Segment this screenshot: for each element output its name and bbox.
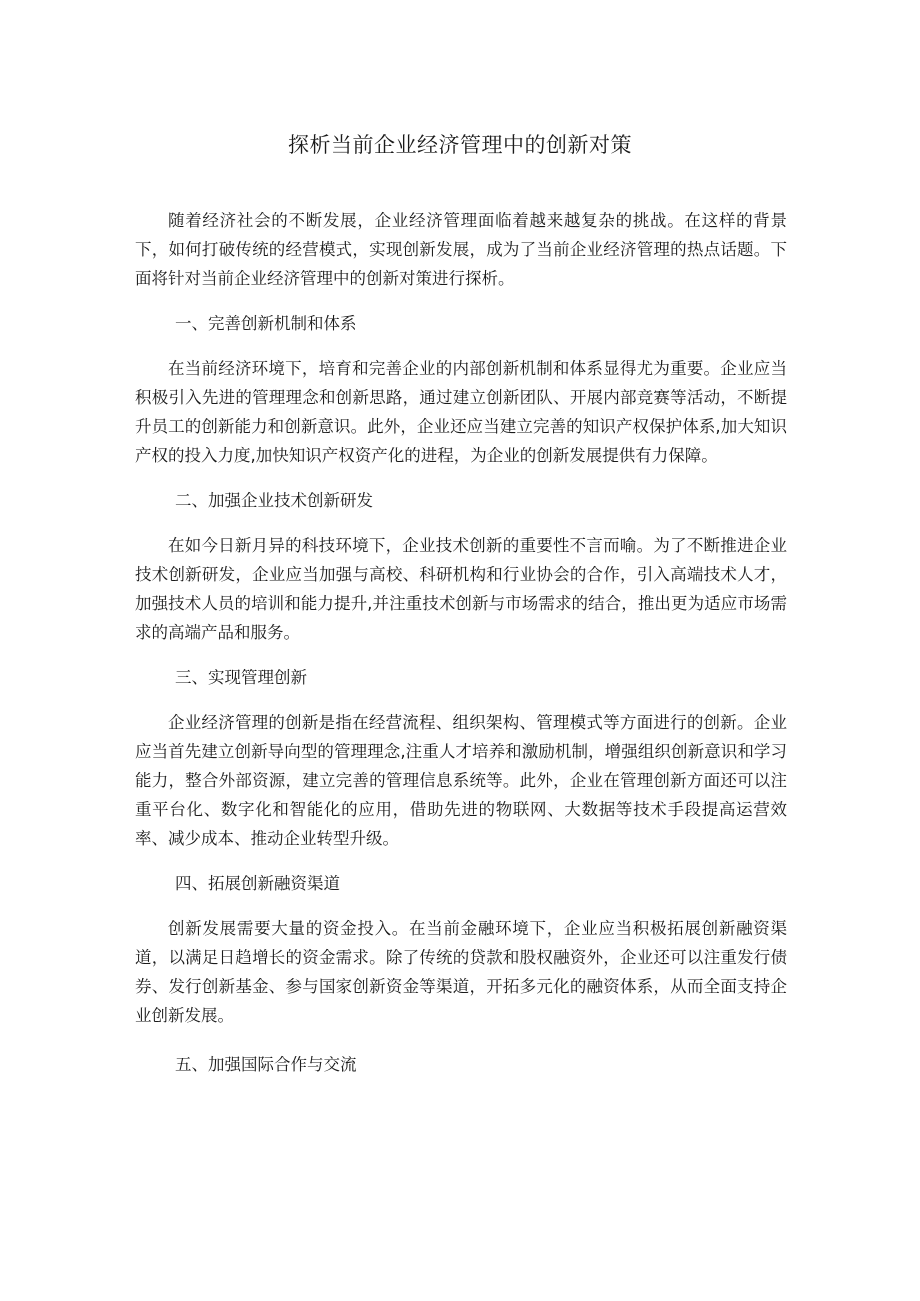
section-heading-5: 五、加强国际合作与交流	[175, 1055, 357, 1074]
section-paragraph-2: 在如今日新月异的科技环境下，企业技术创新的重要性不言而喻。为了不断推进企业技术创新研发，企业应当加强与高校、科研机构和行业协会的合作，引入高端技术人才，加强技术人员的培训和能力提升,并注重技术创新与市场需求的结合，推出更为适应市场需求的高端产品和服务。	[135, 536, 787, 642]
section-paragraph-3: 企业经济管理的创新是指在经营流程、组织架构、管理模式等方面进行的创新。企业应当首先建立创新导向型的管理理念,注重人才培养和激励机制，增强组织创新意识和学习能力，整合外部资源，建立完善的管理信息系统等。此外，企业在管理创新方面还可以注重平台化、数字化和智能化的应用，借助先进的物联网、大数据等技术手段提高运营效率、减少成本、推动企业转型升级。	[135, 713, 787, 848]
section-paragraph-4: 创新发展需要大量的资金投入。在当前金融环境下，企业应当积极拓展创新融资渠道，以满足日趋增长的资金需求。除了传统的贷款和股权融资外，企业还可以注重发行债券、发行创新基金、参与国家创新资金等渠道，开拓多元化的融资体系，从而全面支持企业创新发展。	[135, 919, 787, 1025]
section-paragraph-1: 在当前经济环境下，培育和完善企业的内部创新机制和体系显得尤为重要。企业应当积极引入先进的管理理念和创新思路，通过建立创新团队、开展内部竞赛等活动，不断提升员工的创新能力和创新意识。此外，企业还应当建立完善的知识产权保护体系,加大知识产权的投入力度,加快知识产权资产化的进程，为企业的创新发展提供有力保障。	[135, 359, 787, 465]
section-heading-1: 一、完善创新机制和体系	[175, 314, 357, 333]
section-heading-2: 二、加强企业技术创新研发	[175, 491, 373, 510]
document-title: 探析当前企业经济管理中的创新对策	[288, 133, 632, 157]
section-heading-3: 三、实现管理创新	[175, 668, 307, 687]
intro-paragraph: 随着经济社会的不断发展，企业经济管理面临着越来越复杂的挑战。在这样的背景下，如何打破传统的经营模式，实现创新发展，成为了当前企业经济管理的热点话题。下面将针对当前企业经济管理中的创新对策进行探析。	[135, 211, 787, 288]
section-heading-4: 四、拓展创新融资渠道	[175, 874, 340, 893]
document-body	[135, 206, 787, 1095]
